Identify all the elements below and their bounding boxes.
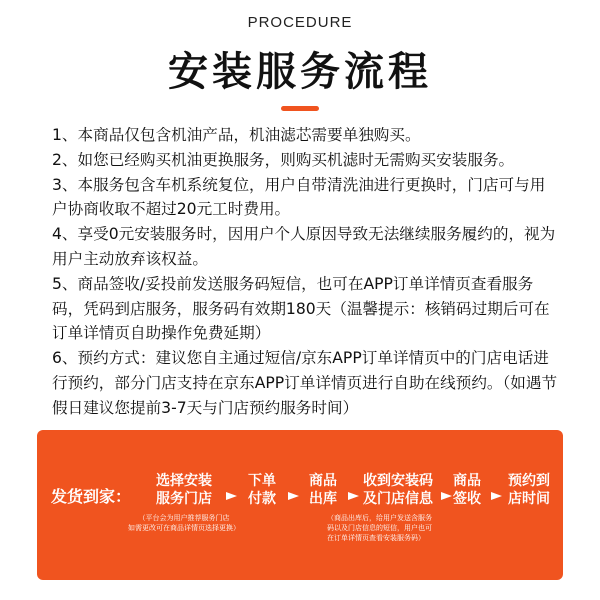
flow-step-line: 商品: [309, 473, 337, 489]
rule-item: 5、商品签收/妥投前发送服务码短信，也可在APP订单详情页查看服务码，凭码到店服务，服务码有效期180天（温馨提示：核销码过期后可在订单详情页自助操作免费延期）: [52, 274, 550, 343]
flow-step-line: 商品: [453, 473, 481, 489]
flow-step-pay: [240, 472, 284, 508]
flow-note-code: [327, 513, 442, 543]
flow-step-ship: [301, 472, 345, 508]
flow-step-line: 签收: [453, 491, 481, 507]
flow-step-line: 收到安装码: [363, 473, 433, 489]
chevron-right-icon: [226, 492, 237, 500]
flow-step-select-store: [145, 472, 223, 508]
section-eyebrow: PROCEDURE: [247, 14, 353, 31]
title-accent-bar: [281, 106, 319, 111]
flow-note-line: （平台会为用户推荐服务门店: [138, 514, 230, 522]
chevron-right-icon: [491, 492, 502, 500]
flow-step-line: 付款: [248, 491, 276, 507]
flow-step-line: 出库: [309, 491, 337, 507]
rule-item: 4、享受0元安装服务时，因用户个人原因导致无法继续服务履约的，视为用户主动放弃该权益。: [52, 225, 556, 268]
rule-item: 3、本服务包含车机系统复位，用户自带清洗油进行更换时，门店可与用户协商收取不超过20元工时费用。: [52, 175, 546, 219]
flow-note-line: 码以及门店信息的短信，用户也可: [327, 524, 432, 532]
flow-note-store: [109, 513, 259, 533]
flow-step-appointment: [502, 472, 556, 508]
chevron-right-icon: [288, 492, 299, 500]
flow-step-line: 预约到: [508, 473, 550, 489]
flow-label: 发货到家：: [51, 487, 132, 506]
flow-step-line: 下单: [248, 473, 276, 489]
flow-step-sign: [445, 472, 489, 508]
rule-item: 2、如您已经购买机油更换服务，则购买机滤时无需购买安装服务。: [52, 150, 515, 169]
flow-step-line: 选择安装: [156, 473, 212, 489]
rule-item: 6、预约方式：建议您自主通过短信/京东APP订单详情页中的门店电话进行预约，部分门店支持在京东APP订单详情页进行自助在线预约。（如遇节假日建议您提前3-7天与门店预约服务时间）: [52, 349, 558, 417]
rule-item: 1、本商品仅包含机油产品，机油滤芯需要单独购买。: [52, 126, 421, 144]
flow-note-line: 如需更改可在商品详情页选择更换）: [128, 524, 240, 532]
service-rules-list: [52, 123, 560, 421]
flow-step-line: 及门店信息: [363, 491, 433, 507]
flow-step-line: 店时间: [508, 491, 550, 507]
flow-step-line: 服务门店: [156, 491, 212, 507]
flow-step-receive-code: [357, 472, 439, 508]
flow-note-line: 在订单详情页查看安装服务码）: [327, 534, 425, 542]
flow-note-line: （商品出库后，给用户发送含服务: [327, 514, 432, 522]
page-title: 安装服务流程: [168, 49, 432, 95]
flow-panel: [37, 430, 563, 580]
